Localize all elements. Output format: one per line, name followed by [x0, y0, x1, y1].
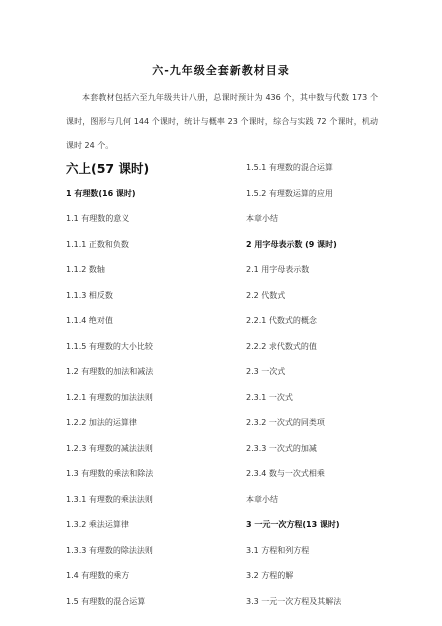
toc-entry: 2.2 代数式 — [246, 290, 286, 300]
toc-entry: 2.2.2 求代数式的值 — [246, 341, 317, 351]
toc-entry: 1.3.3 有理数的除法法则 — [66, 545, 153, 555]
toc-entry: 2 用字母表示数 (9 课时) — [246, 239, 337, 249]
document-title: 六-九年级全套新教材目录 — [152, 64, 290, 77]
toc-entry: 2.3.2 一次式的同类项 — [246, 418, 325, 427]
toc-entry: 2.3.4 数与一次式相乘 — [246, 469, 325, 478]
toc-entry: 2.3 一次式 — [246, 367, 286, 376]
toc-entry: 2.1 用字母表示数 — [246, 265, 310, 274]
toc-entry: 1.3.1 有理数的乘法法则 — [66, 494, 153, 504]
toc-entry: 1.2.3 有理数的减法法则 — [66, 443, 153, 453]
toc-entry: 1.1.5 有理数的大小比较 — [66, 341, 153, 351]
toc-entry: 1.1.2 数轴 — [66, 265, 105, 274]
toc-entry: 1.1.1 正数和负数 — [66, 239, 129, 249]
toc-entry: 3 一元一次方程(13 课时) — [246, 520, 340, 529]
toc-entry: 本章小结 — [246, 214, 278, 223]
toc-entry: 3.2 方程的解 — [246, 571, 294, 580]
toc-entry: 3.1 方程和列方程 — [246, 545, 310, 555]
toc-entry: 1.2.2 加法的运算律 — [66, 418, 137, 427]
toc-entry: 本章小结 — [246, 494, 278, 504]
toc-entry: 1.4 有理数的乘方 — [66, 571, 130, 580]
toc-entry: 1.3.2 乘法运算律 — [66, 520, 129, 529]
toc-entry: 1.5.1 有理数的混合运算 — [246, 163, 333, 172]
toc-entry: 1.2.1 有理数的加法法则 — [66, 392, 153, 402]
toc-entry: 1.1.3 相反数 — [66, 290, 113, 300]
toc-entry: 2.2.1 代数式的概念 — [246, 316, 317, 325]
toc-entry: 2.3.1 一次式 — [246, 392, 293, 402]
toc-entry: 1.3 有理数的乘法和除法 — [66, 469, 154, 478]
toc-entry: 1 有理数(16 课时) — [66, 188, 136, 198]
toc-entry: 1.1.4 绝对值 — [66, 316, 113, 325]
toc-entry: 1.5.2 有理数运算的应用 — [246, 188, 333, 198]
intro-paragraph: 本套教材包括六至九年级共计八册，总课时预计为 436 个，其中数与代数 173 个课时，图形与几何 144 个课时，统计与概率 23 个课时，综合与实践 72 个课时，机动课时 24 个。 — [66, 93, 378, 150]
toc-entry: 2.3.3 一次式的加减 — [246, 443, 317, 453]
toc-entry: 1.2 有理数的加法和减法 — [66, 367, 154, 376]
toc-entry: 六上(57 课时) — [66, 161, 150, 176]
toc-entry: 1.5 有理数的混合运算 — [66, 596, 146, 606]
toc-entry: 1.1 有理数的意义 — [66, 214, 130, 223]
toc-entry: 3.3 一元一次方程及其解法 — [246, 596, 342, 606]
